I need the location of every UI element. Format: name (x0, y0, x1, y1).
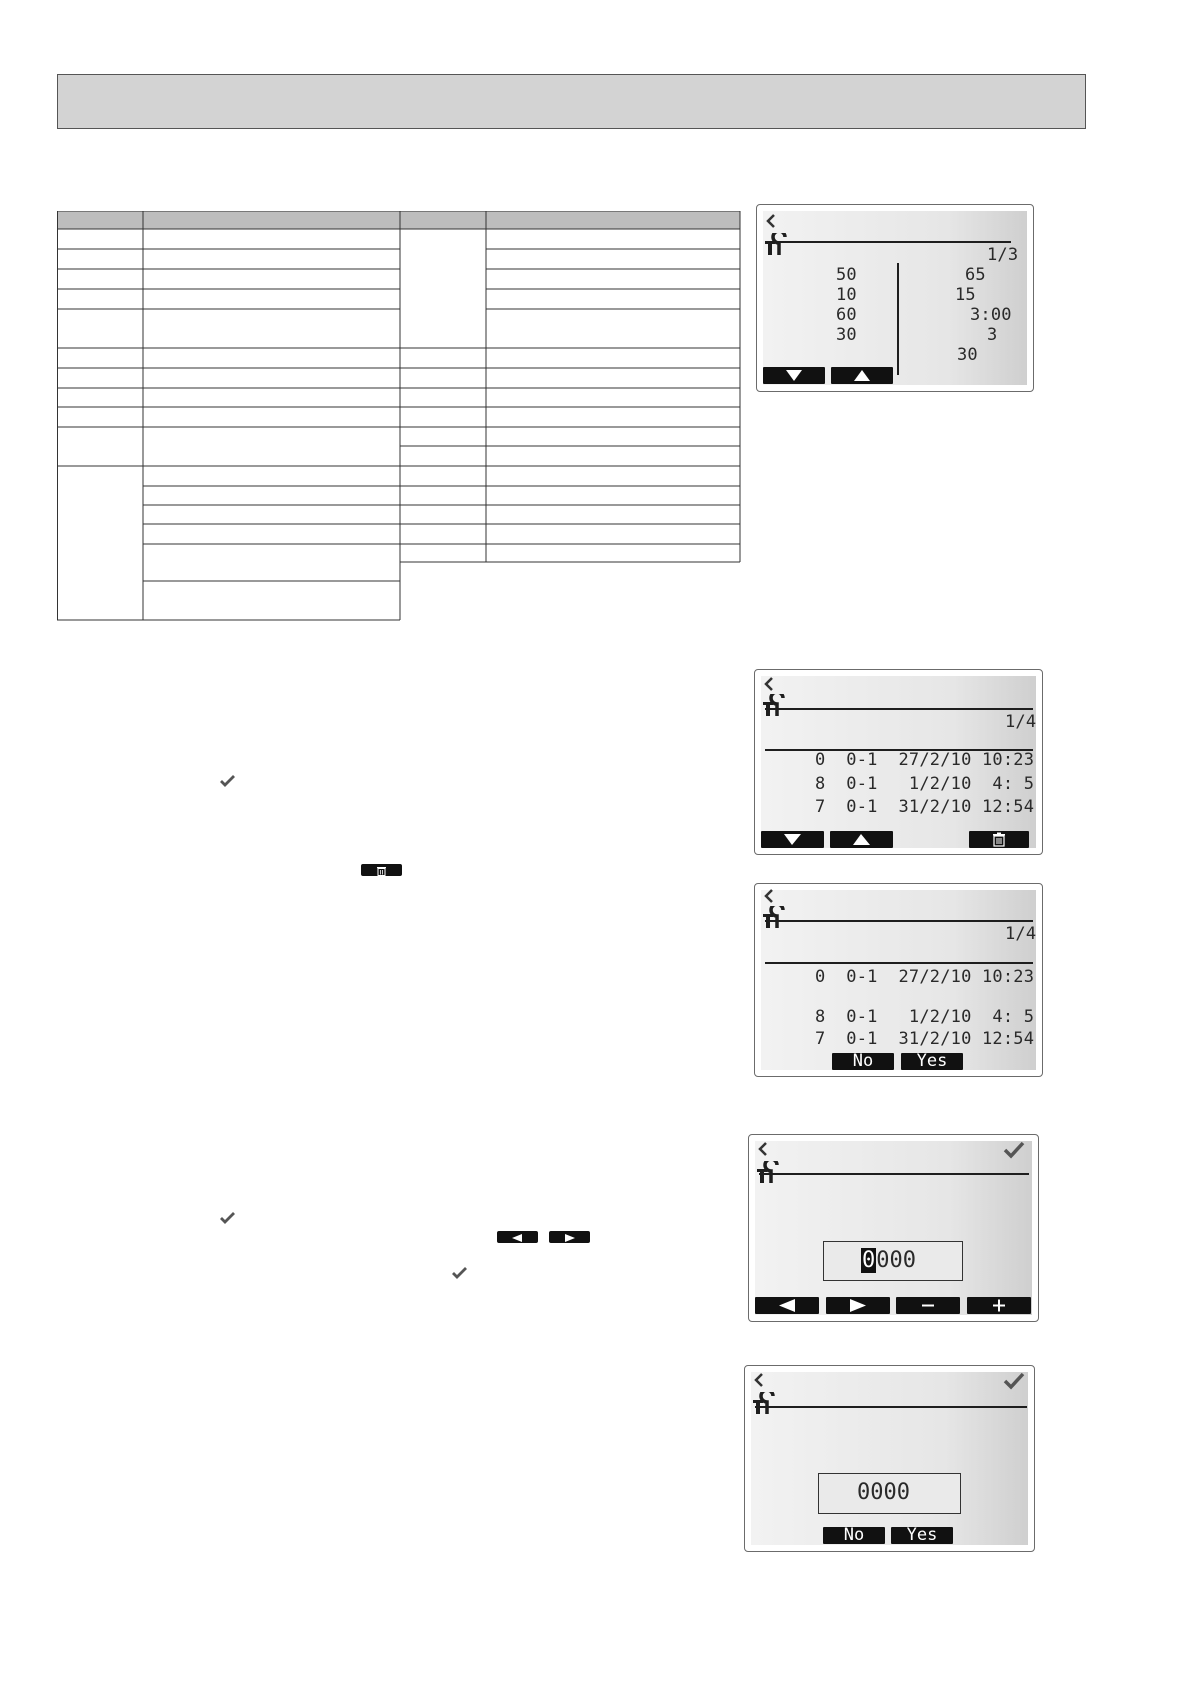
service-tools-icon (757, 1161, 781, 1183)
up-arrow-icon (831, 367, 893, 384)
yes-button[interactable] (901, 1053, 963, 1070)
trash-icon (969, 831, 1029, 848)
value-left-4: 30 (836, 325, 857, 345)
password-field[interactable] (823, 1241, 963, 1281)
scroll-up-button[interactable] (830, 831, 893, 848)
settings-table (57, 211, 741, 621)
table-grid (57, 211, 741, 621)
scroll-up-button[interactable] (831, 367, 893, 384)
value-right-2: 15 (955, 285, 976, 305)
check-icon[interactable] (1003, 1141, 1025, 1159)
trash-icon (361, 865, 402, 877)
lcd-screen-settings (756, 204, 1034, 392)
back-icon[interactable] (763, 676, 775, 692)
check-icon (451, 1266, 468, 1280)
left-arrow-icon (497, 1232, 538, 1244)
no-label: No (852, 1051, 874, 1071)
yes-label: Yes (916, 1051, 948, 1071)
lcd-screen-password-entry (748, 1134, 1039, 1322)
back-icon[interactable] (753, 1372, 765, 1388)
value-left-1: 50 (836, 265, 857, 285)
lcd-screen-delete-confirm (754, 883, 1043, 1077)
right-key-glyph (549, 1231, 590, 1243)
cursor-right-button[interactable] (826, 1297, 890, 1314)
page-indicator: 1/4 (1005, 924, 1037, 944)
scroll-down-button[interactable] (763, 367, 825, 384)
password-cursor-digit: 0 (862, 1248, 876, 1273)
minus-icon (896, 1297, 960, 1314)
back-icon[interactable] (763, 888, 775, 904)
down-arrow-icon (761, 831, 824, 848)
password-field (818, 1473, 961, 1514)
check-icon[interactable] (1003, 1372, 1025, 1390)
plus-icon (967, 1297, 1031, 1314)
page-indicator: 1/4 (1005, 712, 1037, 732)
lcd-screen-error-history (754, 669, 1043, 855)
back-icon[interactable] (765, 213, 777, 229)
history-row-3: 7 0-1 31/2/10 12:54 (815, 1029, 1035, 1049)
check-icon (219, 1211, 236, 1225)
back-icon[interactable] (757, 1141, 769, 1157)
password-digits: 0000 (857, 1480, 910, 1505)
value-right-5: 30 (957, 345, 978, 365)
yes-button[interactable] (891, 1527, 953, 1544)
trash-key-glyph (361, 864, 402, 876)
no-button[interactable] (823, 1527, 885, 1544)
scroll-down-button[interactable] (761, 831, 824, 848)
history-row-3: 7 0-1 31/2/10 12:54 (815, 797, 1035, 817)
value-right-3: 3:00 (970, 305, 1012, 325)
history-row-1: 0 0-1 27/2/10 10:23 (815, 750, 1035, 770)
history-row-2: 8 0-1 1/2/10 4: 5 (815, 1007, 1035, 1027)
history-row-1: 0 0-1 27/2/10 10:23 (815, 967, 1035, 987)
service-tools-icon (753, 1392, 777, 1414)
no-button[interactable] (832, 1053, 894, 1070)
password-digits: 000 (876, 1248, 916, 1273)
header-bar (57, 74, 1086, 129)
increment-button[interactable] (967, 1297, 1031, 1314)
value-right-1: 65 (965, 265, 986, 285)
page-indicator: 1/3 (987, 245, 1019, 265)
up-arrow-icon (830, 831, 893, 848)
delete-button[interactable] (969, 831, 1029, 848)
down-arrow-icon (763, 367, 825, 384)
left-arrow-icon (755, 1297, 819, 1314)
service-tools-icon (763, 906, 787, 928)
service-tools-icon (763, 694, 787, 716)
right-arrow-icon (549, 1232, 590, 1244)
left-key-glyph (497, 1231, 538, 1243)
lcd-screen-password-confirm (744, 1365, 1035, 1552)
history-row-2: 8 0-1 1/2/10 4: 5 (815, 774, 1035, 794)
no-label: No (843, 1525, 865, 1545)
right-arrow-icon (826, 1297, 890, 1314)
check-icon (219, 774, 236, 788)
value-left-3: 60 (836, 305, 857, 325)
value-left-2: 10 (836, 285, 857, 305)
decrement-button[interactable] (896, 1297, 960, 1314)
value-right-4: 3 (987, 325, 998, 345)
yes-label: Yes (906, 1525, 938, 1545)
cursor-left-button[interactable] (755, 1297, 819, 1314)
service-tools-icon (765, 233, 789, 255)
